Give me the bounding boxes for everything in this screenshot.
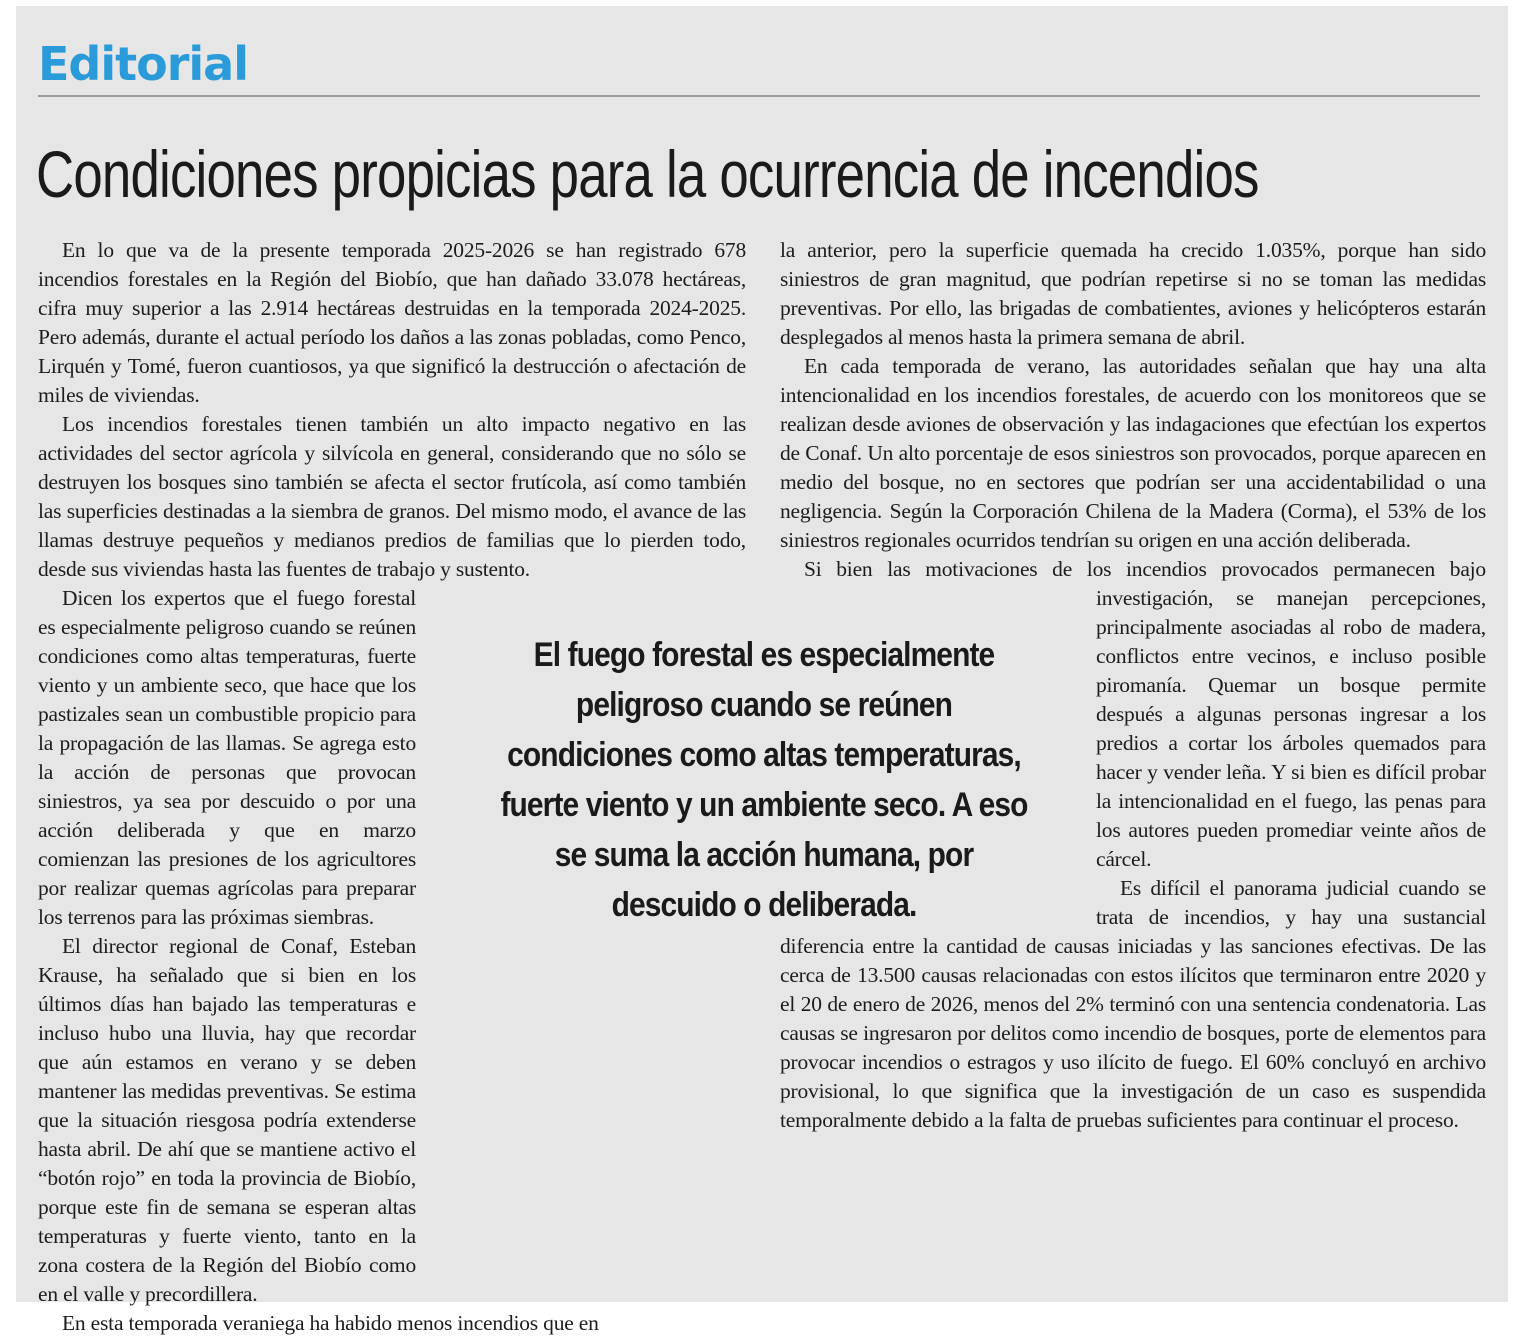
paragraph: Si bien las motivaciones de los incendios provocados permanecen bajo investigación, se manejan percepciones, principalmente asociadas al robo de madera, conflictos entre vecinos, e incluso posible piromanía. Quemar un bosque permite después a algunas personas ingresar a los predios a cortar los árboles quemados para hacer y vender leña. Y si bien es difícil probar la intencionalidad en el fuego, las penas para los autores pueden promediar veinte años de cárcel.: [804, 557, 1486, 871]
section-divider: [38, 95, 1480, 97]
paragraph: El director regional de Conaf, Esteban Krause, ha señalado que si bien en los últimos días han bajado las temperaturas e incluso hubo una lluvia, hay que recordar que aún estamos en verano y se deben mantener las medidas preventivas. Se estima que la situación riesgosa podría extenderse hasta abril. De ahí que se mantiene activo el “botón rojo” en toda la provincia de Biobío, porque este fin de semana se esperan altas temperaturas y fuerte viento, tanto en la zona costera de la Región del Biobío como en el valle y precordillera.: [38, 934, 416, 1306]
paragraph: En esta temporada veraniega ha habido menos incendios que en: [62, 1311, 599, 1335]
paragraph: Es difícil el panorama judicial cuando se trata de incendios, y hay una sustancial diferencia entre la cantidad de causas iniciadas y las sanciones efectivas. De las cerca de 13.500 causas relacionadas con estos ilícitos que terminaron entre 2020 y el 20 de enero de 2026, menos del 2% terminó con una sentencia condenatoria. Las causas se ingresaron por delitos como incendio de bosques, porte de elementos para provocar incendios o estragos y uso ilícito de fuego. El 60% concluyó en archivo provisional, lo que significa que la investigación de un caso es suspendida temporalmente debido a la falta de pruebas suficientes para continuar el proceso.: [780, 876, 1486, 1132]
paragraph: Dicen los expertos que el fuego forestal es especialmente peligroso cuando se reúnen condiciones como altas temperaturas, fuerte viento y un ambiente seco, que hace que los pastizales sean un combustible propicio para la propagación de las llamas. Se agrega esto la acción de personas que provocan siniestros, ya sea por descuido o por una acción deliberada y que en marzo comienzan las presiones de los agricultores por realizar quemas agrícolas para preparar los terrenos para las próximas siembras.: [38, 586, 416, 929]
paragraph: la anterior, pero la superficie quemada ha crecido 1.035%, porque han sido siniestros de gran magnitud, que podrían repetirse si no se toman las medidas preventivas. Por ello, las brigadas de combatientes, aviones y helicópteros estarán desplegados al menos hasta la primera semana de abril.: [780, 238, 1486, 349]
headline: Condiciones propicias para la ocurrencia de incendios: [36, 137, 1259, 211]
pullquote-cutout-left: [416, 936, 746, 1255]
paragraph: En cada temporada de verano, las autoridades señalan que hay una alta intencionalidad en los incendios forestales, de acuerdo con los monitoreos que se realizan desde aviones de observación y las indagaciones que efectúan los expertos de Conaf. Un alto porcentaje de esos siniestros son provocados, porque aparecen en medio del bosque, no en sectores que podrían ser una accidentabilidad o una negligencia. Según la Corporación Chilena de la Madera (Corma), el 53% de los siniestros regionales ocurridos tendrían su origen en una acción deliberada.: [780, 354, 1486, 552]
editorial-page: [16, 6, 1508, 1335]
paragraph: En lo que va de la presente temporada 2025-2026 se han registrado 678 incendios forestales en la Región del Biobío, que han dañado 33.078 hectáreas, cifra muy superior a las 2.914 hectáreas destruidas en la temporada 2024-2025. Pero además, durante el actual período los daños a las zonas pobladas, como Penco, Lirquén y Tomé, fueron cuantiosos, ya que significó la destrucción o afectación de miles de viviendas.: [38, 238, 746, 407]
paragraph: Los incendios forestales tienen también un alto impacto negativo en las actividades del sector agrícola y silvícola en general, considerando que no sólo se destruyen los bosques sino también se afecta el sector frutícola, así como también las superficies destinadas a la siembra de granos. Del mismo modo, el avance de las llamas destruye pequeños y medianos predios de familias que lo pierden todo, desde sus viviendas hasta las fuentes de trabajo y sustento.: [38, 412, 746, 581]
section-label: Editorial: [38, 37, 248, 91]
pull-quote: El fuego forestal es especialmente peligroso cuando se reúnen condiciones como altas temperaturas, fuerte viento y un ambiente seco. A eso se suma la acción humana, por descuido o deliberada.: [500, 636, 1028, 924]
